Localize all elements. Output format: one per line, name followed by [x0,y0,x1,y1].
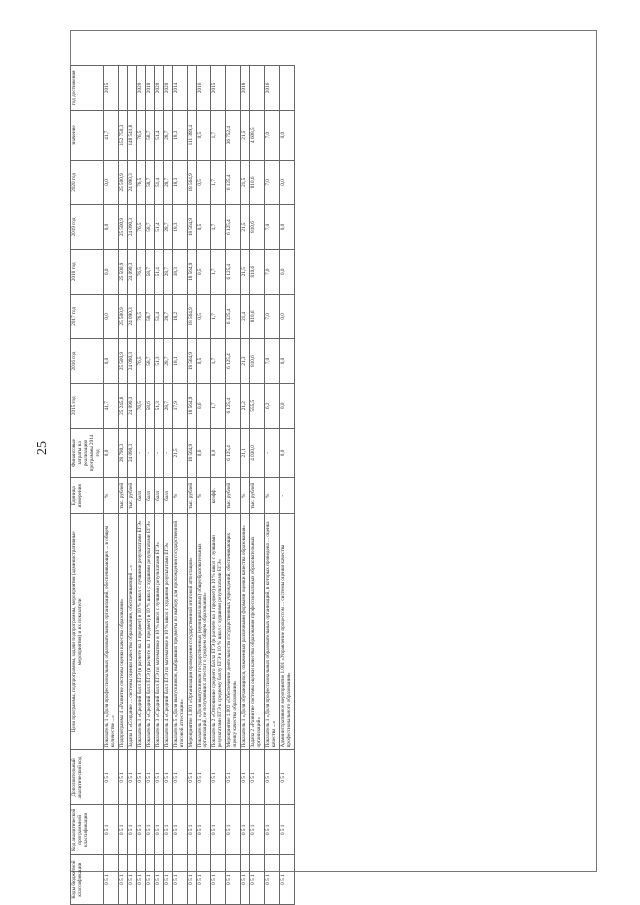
planned-year-cell: 2015 [211,66,226,111]
code-cell: 0 5 1 [196,750,211,805]
year-value-cell: 0,0 [280,205,295,250]
table-row [250,66,265,905]
planned-value-cell: 28,7 [163,110,172,160]
planned-year-cell [187,66,196,111]
code-cell: 0 5 1 [241,750,250,805]
year-value-cell: 6 125,4 [226,205,241,250]
year-value-cell: 18 564,9 [187,160,196,205]
header-planned-year: год достижения [71,66,104,111]
code-cell: 0 5 1 [145,750,154,805]
year-value-cell: 7,0 [265,339,280,384]
header-year-1: 2015 год [71,383,104,428]
goal-cell: Показатель 3 «Средний балл ЕГЭ по математике в 10 % школ с лучшими результатами ЕГЭ» [154,514,163,750]
code-cell: 0 5 1 [187,805,196,855]
code-cell: 0 5 1 [172,855,187,905]
unit-cell: тыс. рублей [118,478,127,514]
year-value-cell: 6 125,4 [226,383,241,428]
year-value-cell: 21,3 [241,339,250,384]
goal-cell: Мероприятие 1.001 «Организация проведения государственной итоговой аттестации» [187,514,196,750]
header-year-5: 2019 год [71,205,104,250]
year-value-cell: 810,6 [250,160,265,205]
planned-value-cell: 58,7 [145,110,154,160]
goal-cell: Задача 2 «Развитие системы оценки качества образования профессиональных образовательных организаций» [250,514,265,750]
unit-cell: тыс. рублей [127,478,136,514]
planned-year-cell: 2016 [196,66,211,111]
year-value-cell: 18 564,9 [187,383,196,428]
year-value-cell: 6 125,4 [226,294,241,339]
header-year-2: 2016 год [71,339,104,384]
year-value-cell: 76,5 [136,249,145,294]
planned-value-cell: 148 541,8 [127,110,136,160]
goal-cell: Показатель 1 «Доля обучающихся, охваченных различными формами оценки качества образования» [241,514,250,750]
code-cell: 0 5 1 [163,855,172,905]
fin-cell: 24 090,3 [127,428,136,478]
table-row [211,66,226,905]
unit-cell: балл [163,478,172,514]
year-value-cell: 555,5 [250,383,265,428]
planned-value-cell: 0,0 [280,110,295,160]
goal-cell: Административное мероприятие 1.001 «Управление процессом ... системы оценки качества профессионального образования» [280,514,295,750]
table-row [196,66,211,905]
table-row [280,66,295,905]
year-value-cell: 76,5 [136,205,145,250]
year-value-cell: 21,5 [241,249,250,294]
code-cell: 0 5 1 [145,805,154,855]
year-value-cell: 51,4 [154,160,163,205]
year-value-cell: 18,2 [172,294,187,339]
year-value-cell: 0,0 [280,294,295,339]
code-cell: 0 5 1 [241,855,250,905]
code-cell: 0 5 1 [265,750,280,805]
code-cell: 0 5 1 [226,750,241,805]
planned-value-cell: 18,3 [172,110,187,160]
unit-cell: балл [154,478,163,514]
year-value-cell: 1,7 [211,339,226,384]
header-program-codes: Код аналитической программной классификации [71,805,104,855]
code-cell: 0 5 1 [250,750,265,805]
unit-cell: тыс. рублей [187,478,196,514]
code-cell: 0 5 1 [136,750,145,805]
fin-cell: 0,0 [280,428,295,478]
code-cell: 0 5 1 [211,855,226,905]
year-value-cell: 7,0 [265,160,280,205]
year-value-cell: 25 500,9 [118,205,127,250]
year-value-cell: 810,6 [250,339,265,384]
year-value-cell: 21,4 [241,294,250,339]
code-cell: 0 5 1 [187,750,196,805]
planned-year-cell: 2018 [145,66,154,111]
fin-cell: 6 125,4 [226,428,241,478]
code-cell: 0 5 1 [118,855,127,905]
code-cell: 0 5 1 [226,805,241,855]
year-value-cell: 76,5 [136,294,145,339]
year-value-cell: 28,7 [163,249,172,294]
year-value-cell: 810,6 [250,249,265,294]
year-value-cell: 21,5 [241,160,250,205]
planned-value-cell: 41,7 [103,110,118,160]
year-value-cell: 0,0 [280,249,295,294]
program-indicators-table [70,65,295,905]
unit-cell: тыс. рублей [250,478,265,514]
unit-cell: % [241,478,250,514]
year-value-cell: 18,1 [172,339,187,384]
planned-value-cell: 76,5 [136,110,145,160]
fin-cell: 21,5 [172,428,187,478]
code-cell: 0 5 1 [136,805,145,855]
fin-cell: 21,1 [241,428,250,478]
year-value-cell: 58,7 [145,294,154,339]
table-header-row [71,66,104,905]
goal-cell: Задача 1 «Создание ... системы оценки качества образования, обеспечивающей ...» [127,514,136,750]
year-value-cell: 18 564,9 [187,249,196,294]
table-row [265,66,280,905]
code-cell: 0 5 1 [154,750,163,805]
code-cell: 0 5 1 [226,855,241,905]
unit-cell: балл [145,478,154,514]
table-body [103,66,294,905]
planned-year-cell: 2014 [172,66,187,111]
year-value-cell: 24 090,3 [127,339,136,384]
code-cell: 0 5 1 [103,855,118,905]
year-value-cell: 1,7 [211,383,226,428]
planned-value-cell: 21,5 [241,110,250,160]
goal-cell: Показатель 5 «Доля выпускников, выбравших предметы по выбору для прохождения государственной итоговой аттестации» [172,514,187,750]
year-value-cell: 28,7 [163,339,172,384]
planned-year-cell: 2015 [103,66,118,111]
year-value-cell: 6 125,4 [226,249,241,294]
code-cell: 0 5 1 [196,855,211,905]
code-cell: 0 5 1 [196,805,211,855]
header-year-6: 2020 год [71,160,104,205]
code-cell: 0 5 1 [136,855,145,905]
fin-cell: - [265,428,280,478]
year-value-cell: 0,5 [196,205,211,250]
code-cell: 0 5 1 [118,805,127,855]
header-extra-code: Дополнительный аналитический код [71,750,104,805]
goal-cell: Показатель 1 «Средний балл ЕГЭ (в расчете на 1 предмет) в 10 % школ с лучшими результатами ЕГЭ» [136,514,145,750]
planned-year-cell: 2018 [241,66,250,111]
code-cell: 0 5 1 [265,855,280,905]
year-value-cell: 58,7 [145,249,154,294]
unit-cell: тыс. рублей [226,478,241,514]
year-value-cell: 51,4 [154,205,163,250]
year-value-cell: 51,4 [154,294,163,339]
year-value-cell: 24 090,3 [127,383,136,428]
fin-cell: - [163,428,172,478]
year-value-cell: 28,7 [163,294,172,339]
year-value-cell: 0,0 [103,249,118,294]
goal-cell: Показатель 4 «Средний балл ЕГЭ по математике в 10 % школ с худшими результатами ЕГЭ» [163,514,172,750]
year-value-cell: 58,7 [145,339,154,384]
year-value-cell: 76,5 [136,383,145,428]
year-value-cell: 0,0 [103,205,118,250]
fin-cell: - [136,428,145,478]
year-value-cell: 25 500,9 [118,160,127,205]
year-value-cell: 6 125,4 [226,160,241,205]
code-cell: 0 5 1 [127,855,136,905]
header-planned-value: значение [71,110,104,160]
year-value-cell: 24 090,3 [127,249,136,294]
year-value-cell: 18,3 [172,249,187,294]
header-fin: Финансовые затраты на реализацию программы 2014 год [71,428,104,478]
planned-value-cell: 36 752,4 [226,110,241,160]
unit-cell: балл [136,478,145,514]
code-cell: 0 5 1 [145,855,154,905]
year-value-cell: 24 090,3 [127,205,136,250]
planned-year-cell: 2020 [136,66,145,111]
table-row [136,66,145,905]
table-row [187,66,196,905]
planned-value-cell: 111 389,4 [187,110,196,160]
unit-cell: - [280,478,295,514]
code-cell: 0 5 1 [154,855,163,905]
table-row [118,66,127,905]
goal-cell: Показатель 1 «Доля профессиональных образовательных организаций, обеспечивающих ... в общем количестве ...» [103,514,118,750]
unit-cell: % [265,478,280,514]
year-value-cell: 0,0 [280,160,295,205]
year-value-cell: 18 564,9 [187,205,196,250]
code-cell: 0 5 1 [211,750,226,805]
year-value-cell: 51,4 [154,249,163,294]
year-value-cell: 17,9 [172,383,187,428]
rotated-table-container [70,0,630,905]
planned-year-cell: 2020 [154,66,163,111]
code-cell: 0 5 1 [163,750,172,805]
year-value-cell: 28,7 [163,383,172,428]
code-cell: 0 5 1 [163,805,172,855]
year-value-cell: 51,3 [154,339,163,384]
year-value-cell: 58,6 [145,383,154,428]
year-value-cell: 0,5 [196,339,211,384]
year-value-cell: 25 500,9 [118,249,127,294]
goal-cell: Показатель 2 «Отношение среднего балла ЕГЭ (в расчете на 1 предмет) в 10 % школ с лучшими результатами ЕГЭ к среднему баллу ЕГЭ в 10 % школ с худшими результатами ЕГЭ» [211,514,226,750]
year-value-cell: 21,2 [241,383,250,428]
code-cell: 0 5 1 [172,750,187,805]
year-value-cell: 810,6 [250,205,265,250]
code-cell: 0 5 1 [103,750,118,805]
planned-value-cell: 51,4 [154,110,163,160]
fin-cell: - [145,428,154,478]
table-row [241,66,250,905]
fin-cell: 0,0 [211,428,226,478]
year-value-cell: 6,2 [265,383,280,428]
year-value-cell: 7,0 [265,249,280,294]
table-row [145,66,154,905]
planned-value-cell: 0,5 [196,110,211,160]
year-value-cell: 24 090,3 [127,160,136,205]
goal-cell: Подпрограмма 4 «Развитие системы оценки качества образования» [118,514,127,750]
planned-value-cell: 1,7 [211,110,226,160]
year-value-cell: 18 564,9 [187,339,196,384]
planned-year-cell [226,66,241,111]
year-value-cell: 25 500,9 [118,339,127,384]
year-value-cell: 76,5 [136,160,145,205]
planned-value-cell: 4 608,5 [250,110,265,160]
code-cell: 0 5 1 [241,805,250,855]
table-row [103,66,118,905]
table-row [163,66,172,905]
unit-cell: % [172,478,187,514]
fin-cell: 4 030,0 [250,428,265,478]
fin-cell: - [154,428,163,478]
header-year-4: 2018 год [71,249,104,294]
year-value-cell: 1,7 [211,249,226,294]
year-value-cell: 0,0 [103,339,118,384]
year-value-cell: 28,7 [163,160,172,205]
year-value-cell: 0,5 [196,294,211,339]
year-value-cell: 0,0 [280,383,295,428]
year-value-cell: 0,0 [103,160,118,205]
code-cell: 0 5 1 [265,805,280,855]
code-cell: 0 5 1 [211,805,226,855]
year-value-cell: 1,7 [211,160,226,205]
year-value-cell: 810,6 [250,294,265,339]
page-number: 25 [35,441,50,455]
planned-year-cell [118,66,127,111]
year-value-cell: 21,5 [241,205,250,250]
year-value-cell: 58,7 [145,205,154,250]
year-value-cell: 1,7 [211,294,226,339]
year-value-cell: 18,3 [172,205,187,250]
header-goal: Цели программы, подпрограммы, задачи подпрограммы, мероприятия (административные мероприятия) и их показатели [71,514,104,750]
year-value-cell: 25 245,8 [118,383,127,428]
table-row [154,66,163,905]
planned-year-cell [250,66,265,111]
goal-cell: Показатель 1 «Доля профессиональных образовательных организаций, в которых проведена ... оценка качества ...» [265,514,280,750]
code-cell: 0 5 1 [172,805,187,855]
year-value-cell: 58,7 [145,160,154,205]
code-cell: 0 5 1 [280,750,295,805]
year-value-cell: 28,7 [163,205,172,250]
year-value-cell: 0,0 [103,294,118,339]
year-value-cell: 41,7 [103,383,118,428]
table-row [226,66,241,905]
goal-cell: Мероприятие 1.002 «Обеспечение деятельности государственных учреждений, обеспечивающих оценку качества образования» [226,514,241,750]
planned-year-cell [127,66,136,111]
code-cell: 0 5 1 [103,805,118,855]
year-value-cell: 0,5 [196,249,211,294]
code-cell: 0 5 1 [250,855,265,905]
code-cell: 0 5 1 [250,805,265,855]
fin-cell: 18 564,9 [187,428,196,478]
code-cell: 0 5 1 [127,805,136,855]
year-value-cell: 1,7 [211,205,226,250]
year-value-cell: 6 125,4 [226,339,241,384]
year-value-cell: 51,3 [154,383,163,428]
table-row [172,66,187,905]
code-cell: 0 5 1 [154,805,163,855]
year-value-cell: 0,0 [280,339,295,384]
goal-cell: Показатель 1 «Доля выпускников государственных (муниципальных) общеобразовательных организаций, не получивших аттестат о среднем общем образовании» [196,514,211,750]
code-cell: 0 5 1 [118,750,127,805]
year-value-cell: 76,5 [136,339,145,384]
unit-cell: % [103,478,118,514]
goal-cell: Показатель 2 «Средний балл ЕГЭ (в расчете на 1 предмет) в 10 % школ с худшими результатами ЕГЭ» [145,514,154,750]
code-cell: 0 5 1 [127,750,136,805]
planned-year-cell: 2016 [265,66,280,111]
year-value-cell: 25 500,9 [118,294,127,339]
fin-cell: 0,0 [103,428,118,478]
unit-cell: % [196,478,211,514]
year-value-cell: 24 090,3 [127,294,136,339]
table-row [127,66,136,905]
year-value-cell: 7,0 [265,205,280,250]
code-cell: 0 5 1 [280,855,295,905]
year-value-cell: 0,6 [196,383,211,428]
planned-value-cell: 152 750,3 [118,110,127,160]
header-budget-codes: Коды бюджетной классификации [71,855,104,905]
planned-year-cell [280,66,295,111]
planned-year-cell: 2020 [163,66,172,111]
code-cell: 0 5 1 [187,855,196,905]
year-value-cell: 0,5 [196,160,211,205]
fin-cell: 28 790,3 [118,428,127,478]
code-cell: 0 5 1 [280,805,295,855]
header-unit: Единица измерения [71,478,104,514]
fin-cell: 0,6 [196,428,211,478]
year-value-cell: 18 564,9 [187,294,196,339]
year-value-cell: 18,3 [172,160,187,205]
unit-cell: коэфф. [211,478,226,514]
year-value-cell: 7,0 [265,294,280,339]
planned-value-cell: 7,0 [265,110,280,160]
header-year-3: 2017 год [71,294,104,339]
